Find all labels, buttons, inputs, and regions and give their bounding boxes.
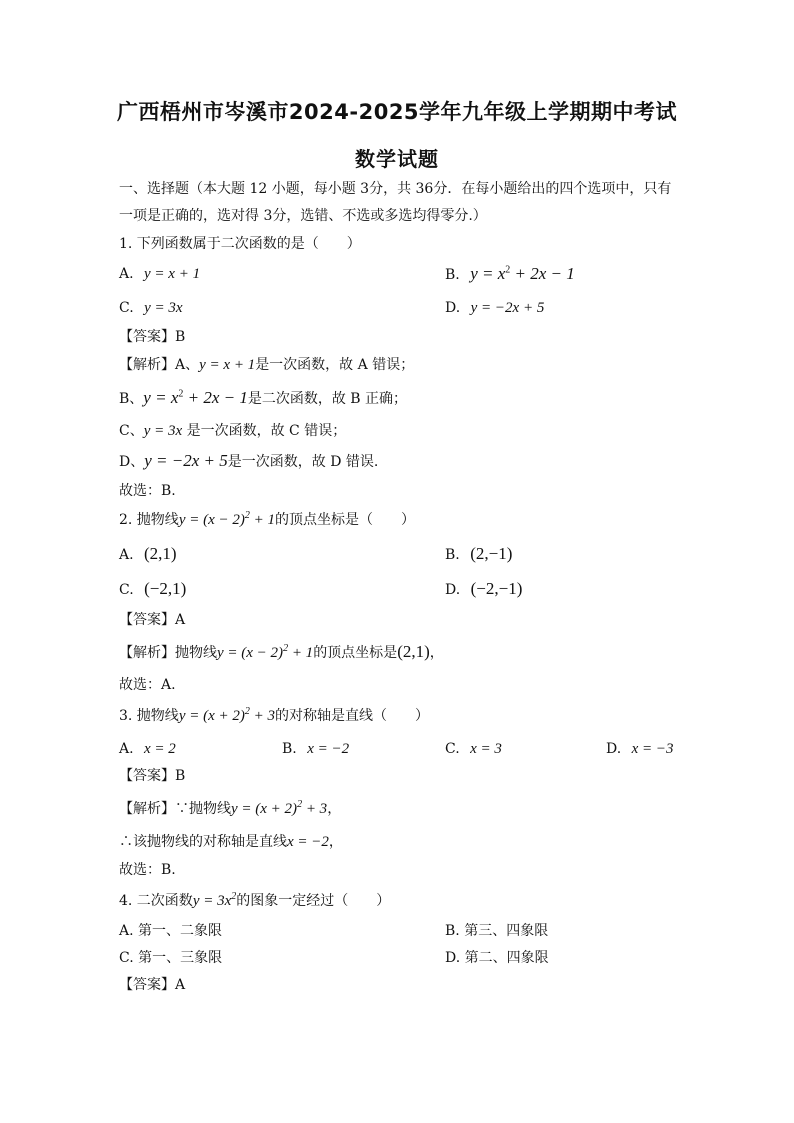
q1-option-c-math: y = 3x	[144, 300, 183, 316]
q2-analysis-math-post: + 1	[288, 645, 314, 661]
q1-analysis-prefix: 【解析】A、	[119, 357, 200, 373]
q3-analysis-line1	[119, 800, 341, 818]
q2-analysis-mid: 的顶点坐标是	[313, 645, 398, 661]
q3-option-b	[282, 740, 349, 758]
q1-option-d-math: y = −2x + 5	[470, 300, 545, 316]
q1-analysis-b	[119, 389, 407, 408]
q1-analysis-b-prefix: B、	[119, 391, 144, 407]
q1-analysis-d-math: y = −2x + 5	[144, 451, 228, 470]
q3-answer: 【答案】B	[119, 768, 186, 784]
q1-stem: 1. 下列函数属于二次函数的是（ ）	[119, 236, 361, 252]
q2-analysis	[119, 643, 444, 662]
q4-stem-math-pre: y = 3x	[192, 893, 232, 909]
q3-stem-math-post: + 3	[249, 708, 275, 724]
q1-conclusion: 故选：B.	[119, 483, 176, 499]
section-instructions-line2: 一项是正确的，选对得 3分，选错、不选或多选均得零分.）	[119, 208, 487, 224]
q4-answer: 【答案】A	[119, 977, 186, 993]
q1-option-b-math-pre: y = x	[470, 264, 506, 283]
q1-analysis-a	[119, 356, 414, 374]
q2-option-d-label: D.	[445, 582, 461, 598]
q1-analysis-c-math: y = 3x	[143, 423, 183, 439]
q2-option-c-math: (−2,1)	[144, 579, 187, 598]
q1-analysis-c-prefix: C、	[119, 423, 144, 439]
q1-analysis-b-sup: 2	[178, 388, 184, 400]
q1-option-d	[445, 299, 544, 317]
q1-analysis-d-text: 是一次函数，故 D 错误.	[227, 454, 379, 470]
q2-conclusion: 故选：A.	[119, 677, 176, 693]
q1-analysis-a-math: y = x + 1	[199, 357, 256, 373]
q3-stem-math-pre: y = (x + 2)	[178, 708, 245, 724]
q3-option-a	[119, 740, 176, 758]
q2-stem-math-pre: y = (x − 2)	[178, 512, 245, 528]
q2-option-d-math: (−2,−1)	[470, 579, 523, 598]
q3-stem	[119, 707, 429, 725]
q2-option-c-label: C.	[119, 582, 134, 598]
q1-analysis-c-text: 是一次函数，故 C 错误；	[182, 423, 347, 439]
section-instructions-line1: 一、选择题（本大题 12 小题，每小题 3分，共 36分．在每小题给出的四个选项中，只有	[119, 181, 672, 197]
q3-option-c-label: C.	[445, 741, 460, 757]
q4-stem-pre: 4. 二次函数	[119, 893, 193, 909]
q3-analysis-line2	[119, 833, 343, 851]
q2-option-a-label: A.	[119, 547, 134, 563]
q3-analysis-math-pre: y = (x + 2)	[231, 801, 298, 817]
q2-stem-sup: 2	[244, 510, 250, 521]
q4-stem	[119, 892, 390, 910]
q1-option-b-math-post: + 2x − 1	[510, 264, 575, 283]
q3-stem-pre: 3. 抛物线	[119, 708, 179, 724]
q2-stem-pre: 2. 抛物线	[119, 512, 179, 528]
q2-option-a-math: (2,1)	[144, 544, 177, 563]
q3-option-d-math: x = −3	[631, 741, 674, 757]
q2-analysis-prefix: 【解析】抛物线	[119, 645, 217, 661]
q4-stem-sup: 2	[231, 891, 237, 902]
q1-analysis-d	[119, 452, 378, 471]
q1-answer: 【答案】B	[119, 329, 186, 345]
q2-stem-post: 的顶点坐标是（ ）	[275, 512, 415, 528]
q1-analysis-d-prefix: D、	[119, 454, 145, 470]
q2-analysis-point: (2,1)	[397, 642, 430, 661]
q3-conclusion: 故选：B.	[119, 862, 176, 878]
q3-stem-post: 的对称轴是直线（ ）	[275, 708, 429, 724]
q1-analysis-a-text: 是一次函数，故 A 错误；	[255, 357, 415, 373]
q4-option-a: A. 第一、二象限	[119, 923, 223, 939]
q3-stem-sup: 2	[244, 706, 250, 717]
q2-analysis-math-pre: y = (x − 2)	[217, 645, 284, 661]
q1-analysis-b-math-post: + 2x − 1	[183, 388, 248, 407]
q3-option-c-math: x = 3	[470, 741, 502, 757]
q3-analysis-line2-pre: ∴该抛物线的对称轴是直线	[119, 834, 287, 850]
q4-option-b: B. 第三、四象限	[445, 923, 549, 939]
q2-stem-math-post: + 1	[249, 512, 275, 528]
q2-option-b	[445, 545, 512, 564]
q3-analysis-math-post: + 3	[302, 801, 328, 817]
q1-option-d-label: D.	[445, 300, 461, 316]
q1-option-c	[119, 299, 183, 317]
q2-option-c	[119, 580, 186, 599]
q2-option-b-math: (2,−1)	[470, 544, 513, 563]
document-title: 广西梧州市岑溪市2024-2025学年九年级上学期期中考试	[116, 100, 678, 124]
q2-answer: 【答案】A	[119, 612, 186, 628]
q3-analysis-end: ，	[327, 801, 342, 817]
q1-option-a-math: y = x + 1	[144, 266, 201, 282]
q3-analysis-sup: 2	[297, 799, 303, 810]
q1-analysis-b-text: 是二次函数，故 B 正确；	[247, 391, 408, 407]
q1-option-b-sup: 2	[505, 264, 511, 276]
q3-option-d-label: D.	[606, 741, 622, 757]
document-subtitle: 数学试题	[355, 147, 439, 171]
q1-option-b	[445, 265, 575, 284]
q1-analysis-b-math-pre: y = x	[143, 388, 179, 407]
q1-option-b-label: B.	[445, 267, 460, 283]
q1-analysis-c	[119, 422, 346, 440]
q4-option-c: C. 第一、三象限	[119, 950, 223, 966]
q3-option-b-math: x = −2	[307, 741, 350, 757]
q4-option-d: D. 第二、四象限	[445, 950, 549, 966]
q3-option-b-label: B.	[282, 741, 297, 757]
q4-stem-post: 的图象一定经过（ ）	[236, 893, 391, 909]
q3-option-c	[445, 740, 502, 758]
q3-option-a-label: A.	[119, 741, 134, 757]
q3-analysis-line2-end: ，	[328, 834, 343, 850]
q2-stem	[119, 511, 415, 529]
q1-option-c-label: C.	[119, 300, 134, 316]
q3-option-a-math: x = 2	[144, 741, 176, 757]
q2-analysis-end: ，	[429, 645, 444, 661]
q1-option-a-label: A.	[119, 266, 134, 282]
q3-analysis-prefix: 【解析】∵抛物线	[119, 801, 231, 817]
q2-option-d	[445, 580, 522, 599]
q2-option-a	[119, 545, 177, 564]
q1-option-a	[119, 265, 200, 283]
q2-analysis-sup: 2	[283, 643, 289, 654]
q3-analysis-line2-math: x = −2	[287, 834, 329, 850]
q2-option-b-label: B.	[445, 547, 460, 563]
q3-option-d	[606, 740, 674, 758]
